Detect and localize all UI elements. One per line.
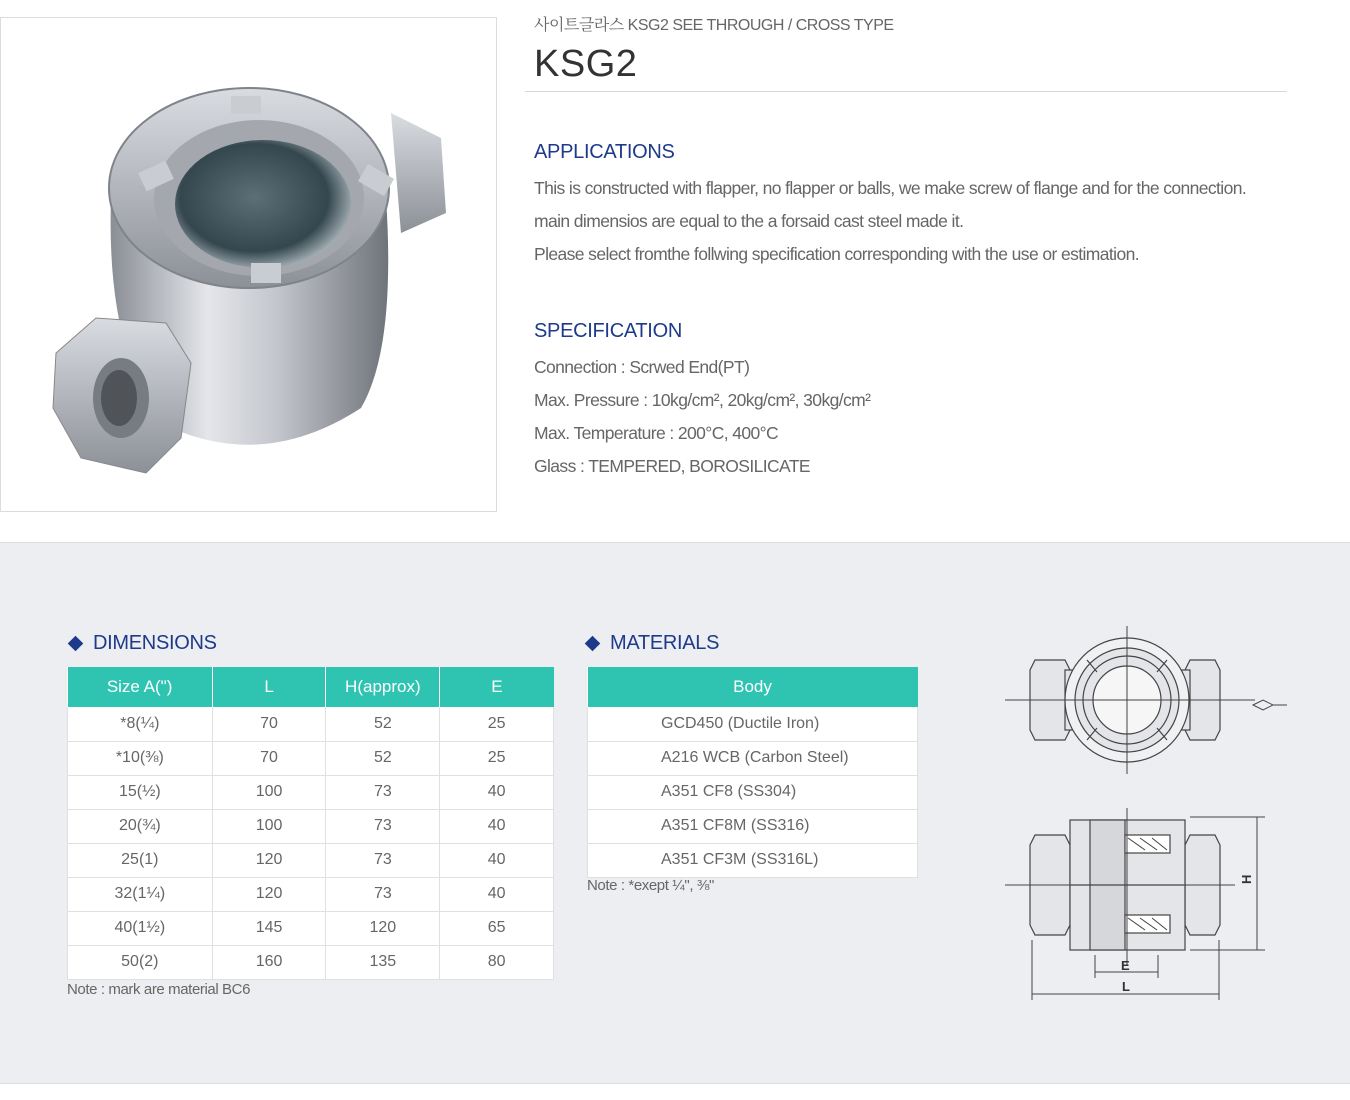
size-cell: *8(¼) [68, 707, 213, 741]
table-row [68, 843, 554, 877]
h-cell: 73 [326, 775, 440, 809]
dimension-label-e: E [1121, 958, 1130, 973]
spec-connection: Connection : Scrwed End(PT) [534, 357, 750, 377]
l-cell: 120 [212, 843, 326, 877]
table-row [588, 741, 918, 775]
material-cell: A351 CF8 (SS304) [588, 775, 918, 809]
dimensions-table [67, 667, 554, 980]
specification-text [534, 351, 1294, 483]
size-cell: 40(1½) [68, 911, 213, 945]
l-cell: 100 [212, 775, 326, 809]
e-cell: 80 [440, 945, 554, 979]
materials-heading [584, 632, 719, 655]
h-cell: 135 [326, 945, 440, 979]
table-row [68, 945, 554, 979]
e-cell: 25 [440, 741, 554, 775]
column-header: Size A(") [68, 667, 213, 707]
table-row [588, 809, 918, 843]
header-divider [525, 91, 1287, 92]
dimension-label-h: H [1239, 874, 1254, 884]
spec-glass: Glass : TEMPERED, BOROSILICATE [534, 456, 810, 476]
l-cell: 160 [212, 945, 326, 979]
column-header: Body [588, 667, 918, 707]
e-cell: 40 [440, 843, 554, 877]
applications-heading: APPLICATIONS [534, 141, 675, 163]
e-cell: 40 [440, 809, 554, 843]
h-cell: 120 [326, 911, 440, 945]
table-row [68, 809, 554, 843]
size-cell: 50(2) [68, 945, 213, 979]
applications-line: Please select fromthe follwing specification corresponding with the use or estimation. [534, 244, 1139, 264]
applications-line: This is constructed with flapper, no flapper or balls, we make screw of flange and for the connection. [534, 178, 1247, 198]
material-cell: A351 CF3M (SS316L) [588, 843, 918, 877]
table-row [68, 707, 554, 741]
diamond-bullet-icon [585, 636, 601, 652]
dimensions-note: Note : mark are material BC6 [67, 981, 251, 998]
table-row [588, 707, 918, 741]
applications-text [534, 172, 1294, 271]
e-cell: 40 [440, 775, 554, 809]
applications-line: main dimensios are equal to the a forsaid cast steel made it. [534, 211, 964, 231]
materials-note: Note : *exept ¼", ⅜" [587, 877, 714, 894]
h-cell: 52 [326, 741, 440, 775]
diamond-bullet-icon [68, 636, 84, 652]
e-cell: 40 [440, 877, 554, 911]
sight-glass-photo-icon [1, 18, 498, 513]
size-cell: 32(1¼) [68, 877, 213, 911]
materials-table [587, 667, 918, 878]
h-cell: 73 [326, 809, 440, 843]
product-subtitle: 사이트글라스 KSG2 SEE THROUGH / CROSS TYPE [534, 17, 894, 34]
dimensions-heading-label: DIMENSIONS [93, 632, 217, 654]
product-title: KSG2 [534, 43, 638, 85]
column-header: H(approx) [326, 667, 440, 707]
column-header: E [440, 667, 554, 707]
size-cell: *10(⅜) [68, 741, 213, 775]
l-cell: 120 [212, 877, 326, 911]
column-header: L [212, 667, 326, 707]
table-row [68, 741, 554, 775]
l-cell: 100 [212, 809, 326, 843]
material-cell: GCD450 (Ductile Iron) [588, 707, 918, 741]
table-row [68, 775, 554, 809]
product-header [534, 12, 1287, 86]
table-row [68, 911, 554, 945]
h-cell: 52 [326, 707, 440, 741]
materials-heading-label: MATERIALS [610, 632, 720, 654]
dimensions-heading [67, 632, 217, 655]
l-cell: 70 [212, 707, 326, 741]
material-cell: A351 CF8M (SS316) [588, 809, 918, 843]
e-cell: 25 [440, 707, 554, 741]
specification-heading: SPECIFICATION [534, 320, 682, 342]
table-row [588, 775, 918, 809]
size-cell: 20(¾) [68, 809, 213, 843]
table-row [68, 877, 554, 911]
technical-drawing [995, 620, 1295, 1010]
spec-temperature: Max. Temperature : 200°C, 400°C [534, 423, 779, 443]
e-cell: 65 [440, 911, 554, 945]
table-row [588, 843, 918, 877]
h-cell: 73 [326, 843, 440, 877]
size-cell: 25(1) [68, 843, 213, 877]
product-photo [0, 17, 497, 512]
spec-pressure: Max. Pressure : 10kg/cm², 20kg/cm², 30kg/cm² [534, 390, 871, 410]
l-cell: 70 [212, 741, 326, 775]
material-cell: A216 WCB (Carbon Steel) [588, 741, 918, 775]
dimension-label-l: L [1122, 979, 1130, 994]
size-cell: 15(½) [68, 775, 213, 809]
h-cell: 73 [326, 877, 440, 911]
l-cell: 145 [212, 911, 326, 945]
